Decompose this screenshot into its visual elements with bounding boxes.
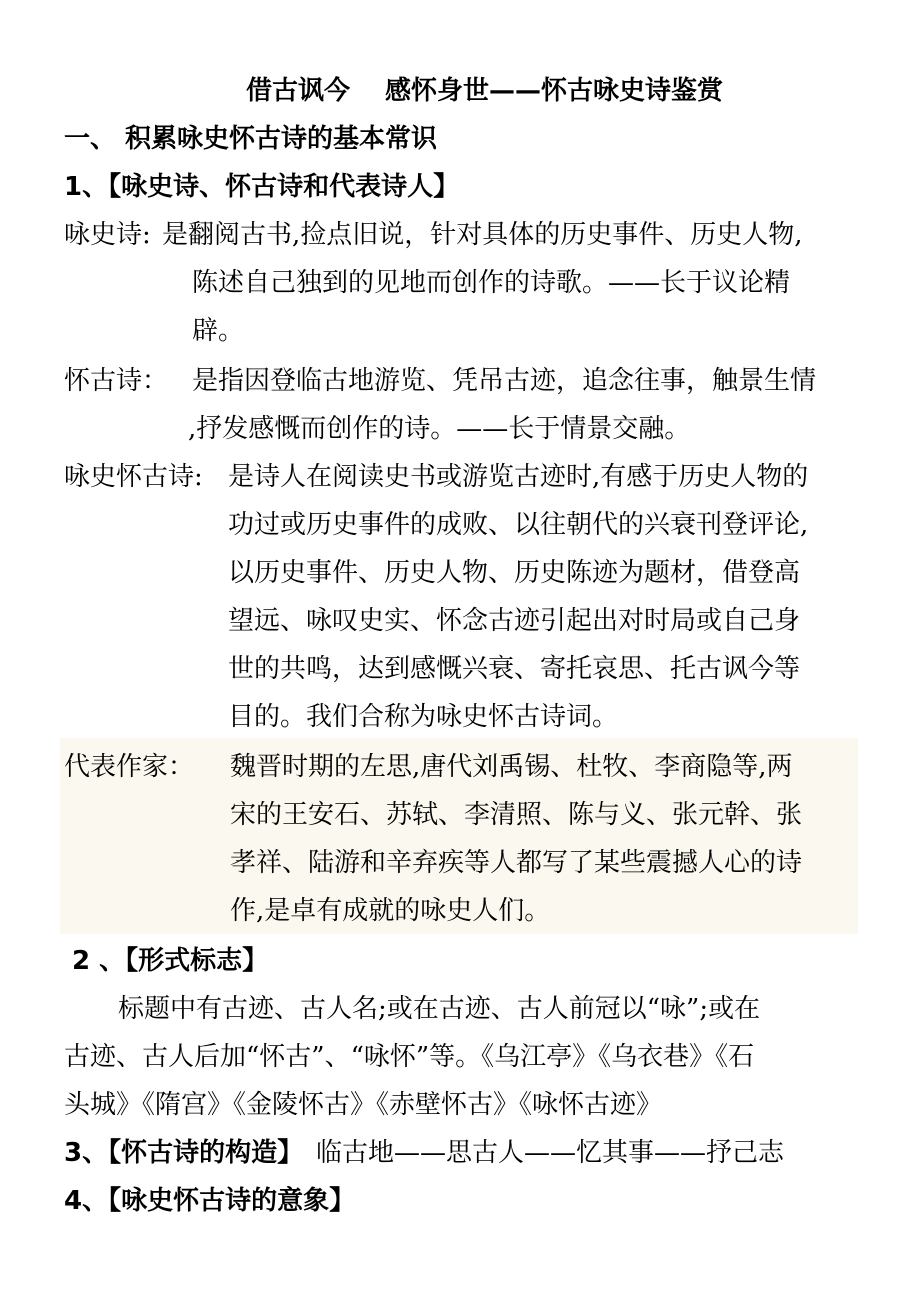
section1-heading: 一、 积累咏史怀古诗的基本常识 [64, 124, 438, 154]
yongshihuaigu-line-6: 目的。我们合称为咏史怀古诗词。 [228, 702, 619, 732]
authors-line-4: 作,是卓有成就的咏史人们。 [230, 896, 551, 926]
yongshihuaigu-term: 咏史怀古诗: [64, 462, 203, 492]
yongshihuaigu-line-3: 以历史事件、历史人物、历史陈迹为题材，借登高 [228, 558, 801, 588]
yongshi-term: 咏史诗: [64, 220, 151, 250]
yongshi-line-3: 辟。 [192, 316, 245, 346]
yongshihuaigu-line-1: 是诗人在阅读史书或游览古迹时,有感于历史人物的 [228, 462, 809, 492]
authors-term: 代表作家： [64, 752, 195, 782]
huaigu-line-2: ,抒发感慨而创作的诗。——长于情景交融。 [188, 414, 691, 444]
sub2-heading: 2 、【形式标志】 [72, 946, 269, 976]
sub3-heading: 3、【怀古诗的构造】 [64, 1138, 304, 1168]
sub2-line-2: 古迹、古人后加“怀古”、“咏怀”等。《乌江亭》《乌衣巷》《石 [64, 1042, 755, 1072]
yongshi-line-2: 陈述自己独到的见地而创作的诗歌。——长于议论精 [192, 268, 791, 298]
yongshihuaigu-line-5: 世的共鸣，达到感慨兴衰、寄托哀思、托古讽今等 [228, 654, 801, 684]
sub1-heading: 1、【咏史诗、怀古诗和代表诗人】 [64, 172, 460, 202]
yongshihuaigu-line-4: 望远、咏叹史实、怀念古迹引起出对时局或自己身 [228, 606, 801, 636]
yongshi-line-1: 是翻阅古书,捡点旧说，针对具体的历史事件、历史人物, [162, 220, 803, 250]
sub3-text: 临古地——思古人——忆其事——抒己志 [316, 1138, 785, 1168]
huaigu-term: 怀古诗： [64, 366, 169, 396]
huaigu-line-1: 是指因登临古地游览、凭吊古迹，追念往事，触景生情 [192, 366, 817, 396]
sub4-heading: 4、【咏史怀古诗的意象】 [64, 1186, 356, 1216]
authors-line-2: 宋的王安石、苏轼、李清照、陈与义、张元幹、张 [230, 800, 803, 830]
page-title: 借古讽今 感怀身世——怀古咏史诗鉴赏 [246, 76, 724, 106]
authors-line-1: 魏晋时期的左思,唐代刘禹锡、杜牧、李商隐等,两 [230, 752, 793, 782]
authors-line-3: 孝祥、陆游和辛弃疾等人都写了某些震撼人心的诗 [230, 848, 803, 878]
sub2-line-1: 标题中有古迹、古人名;或在古迹、古人前冠以“咏”;或在 [118, 994, 761, 1024]
sub2-line-3: 头城》《隋宫》《金陵怀古》《赤壁怀古》《咏怀古迹》 [64, 1090, 663, 1120]
yongshihuaigu-line-2: 功过或历史事件的成败、以往朝代的兴衰刊登评论, [228, 510, 809, 540]
